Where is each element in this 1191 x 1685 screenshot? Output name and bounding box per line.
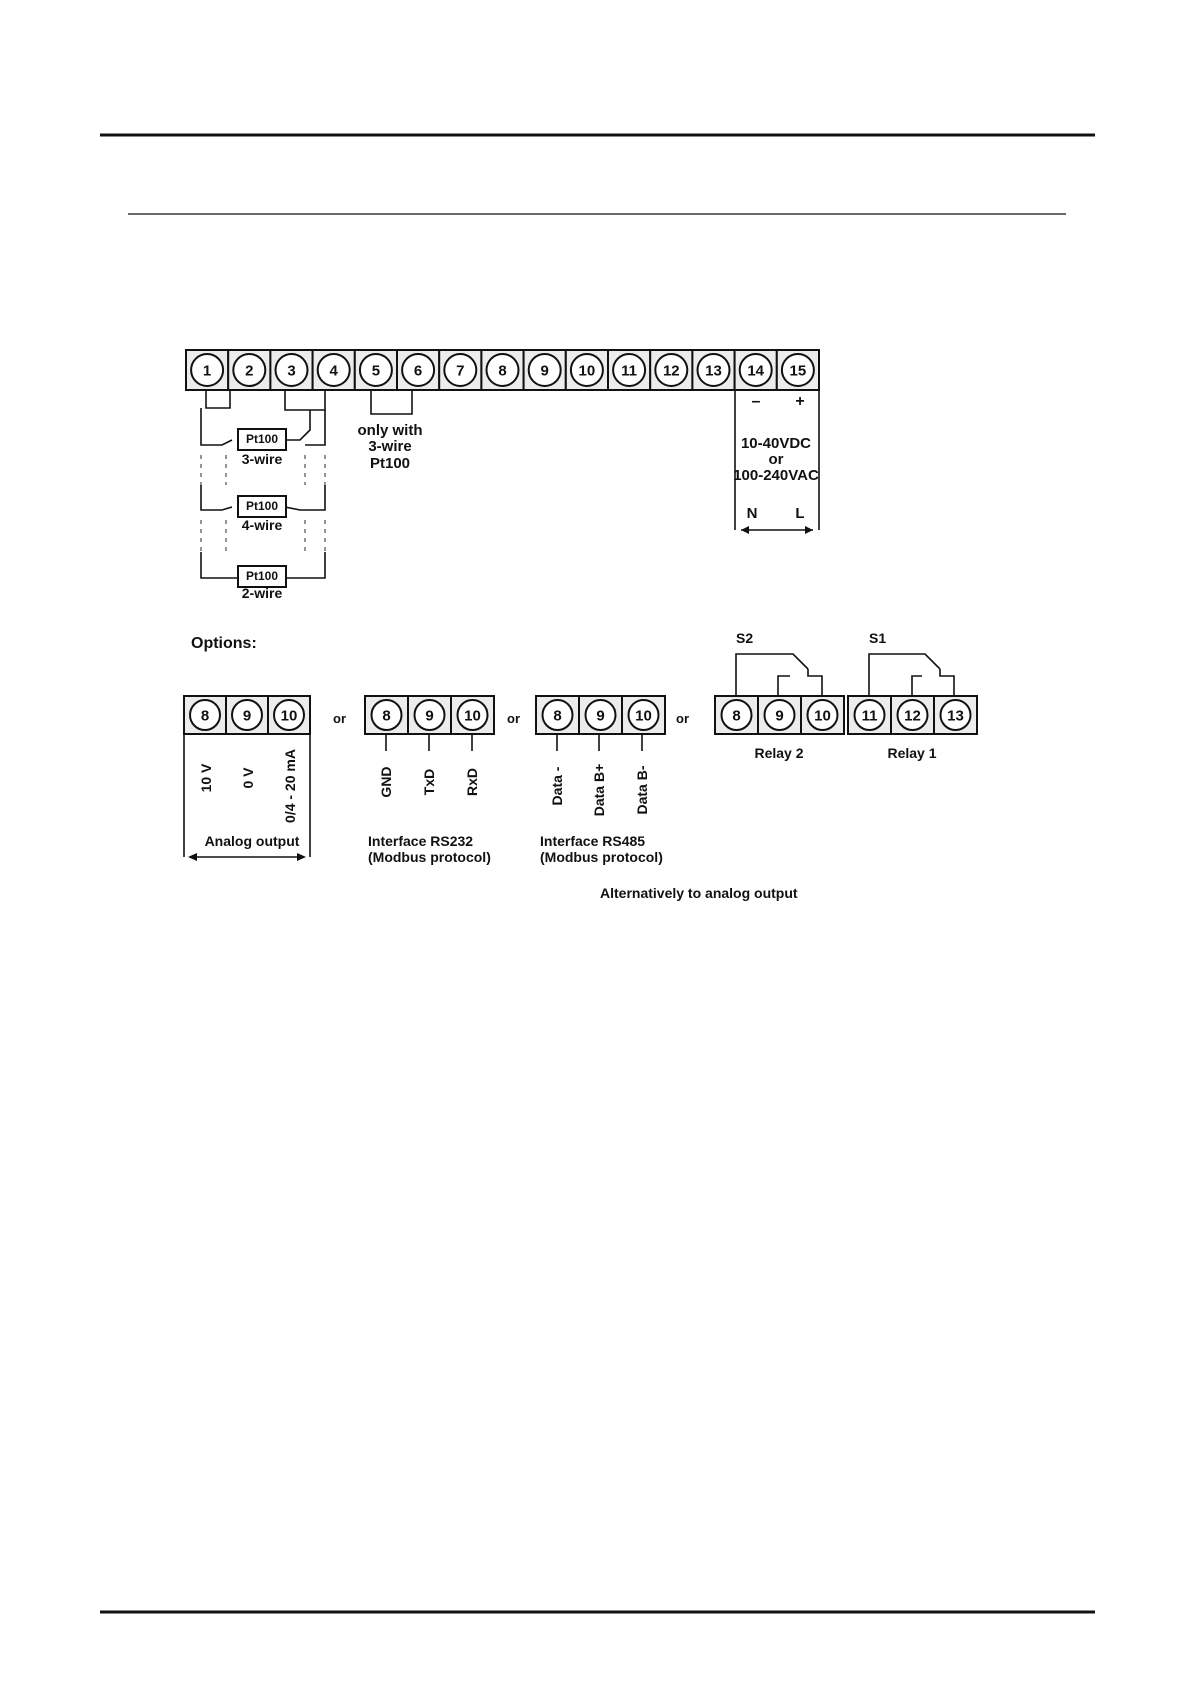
terminal-number: 7	[456, 362, 465, 380]
rs232-signal-1: GND	[378, 766, 394, 798]
power-line-2: or	[768, 451, 784, 468]
rs485-terminal-number: 10	[635, 707, 652, 725]
analog-signal-2: 0 V	[240, 767, 256, 789]
or-separator-2: or	[507, 711, 520, 726]
power-line-3: 100-240VAC	[733, 467, 819, 484]
pt100-resistor-4wire	[238, 496, 286, 533]
relay1-terminal-strip	[848, 696, 977, 734]
analog-caption: Analog output	[204, 833, 300, 849]
pt100-label-4wire: Pt100	[245, 499, 279, 513]
relay1-switch-label: S1	[869, 630, 887, 646]
rs232-block	[368, 734, 491, 865]
rs232-signal-3: RxD	[464, 767, 480, 797]
rs232-terminal-strip	[365, 696, 494, 734]
rs232-terminal-number: 9	[425, 707, 434, 725]
terminal-number: 8	[498, 362, 507, 380]
analog-output-block	[184, 734, 310, 861]
terminal-number: 9	[540, 362, 549, 380]
analog-terminal-number: 9	[242, 707, 252, 725]
power-l: L	[795, 505, 805, 522]
svg-text:only with: only with	[357, 422, 423, 439]
rs485-caption-2: (Modbus protocol)	[540, 849, 663, 865]
rs485-terminal-number: 9	[596, 707, 605, 725]
terminal-number: 11	[621, 362, 638, 380]
rs485-signal-3: Data B-	[634, 765, 650, 815]
power-minus: –	[751, 393, 761, 410]
terminal-number: 10	[578, 362, 596, 380]
pt100-label-2wire: Pt100	[245, 569, 279, 583]
analog-signal-1: 10 V	[198, 763, 214, 793]
variant-2wire: 2-wire	[241, 585, 283, 601]
analog-terminal-number: 8	[200, 707, 210, 725]
pt100-label-3wire: Pt100	[245, 432, 279, 446]
three-wire-note	[358, 422, 423, 472]
rs232-caption-1: Interface RS232	[368, 833, 474, 849]
terminal-number: 6	[413, 362, 423, 380]
svg-text:Pt100: Pt100	[369, 455, 411, 472]
rs232-terminal-number: 10	[464, 707, 481, 725]
options-title: Options:	[191, 635, 257, 652]
power-n: N	[746, 505, 758, 522]
relay2-terminal-number: 10	[814, 707, 831, 725]
terminal-number: 3	[287, 362, 296, 380]
svg-text:3-wire: 3-wire	[368, 438, 412, 455]
analog-terminal-number: 10	[280, 707, 298, 725]
relay2-caption: Relay 2	[754, 745, 804, 761]
power-plus: +	[795, 393, 805, 410]
rs485-caption-1: Interface RS485	[540, 833, 646, 849]
variant-3wire: 3-wire	[241, 451, 283, 467]
relay2-terminal-strip	[715, 696, 844, 734]
terminal-number: 5	[371, 362, 381, 380]
sensor-wiring	[201, 390, 412, 578]
terminal-number: 12	[662, 362, 680, 380]
or-separator-1: or	[333, 711, 346, 726]
relay1-caption: Relay 1	[887, 745, 937, 761]
relay1-terminal-number: 12	[904, 707, 921, 725]
relay1-terminal-number: 11	[861, 707, 878, 725]
relay2-terminal-number: 9	[775, 707, 784, 725]
terminal-number: 1	[202, 362, 212, 380]
power-line-1: 10-40VDC	[740, 435, 812, 452]
variant-4wire: 4-wire	[241, 517, 283, 533]
analog-terminal-strip	[184, 696, 310, 734]
rs232-signal-2: TxD	[421, 768, 437, 796]
rs485-signal-1: Data -	[549, 766, 565, 806]
relay1-terminal-number: 13	[947, 707, 964, 725]
terminal-number: 14	[747, 362, 765, 380]
pt100-resistor-2wire	[238, 566, 286, 601]
alternative-note: Alternatively to analog output	[600, 885, 798, 901]
rs485-block	[540, 734, 663, 865]
rs485-terminal-number: 8	[553, 707, 562, 725]
terminal-number: 15	[789, 362, 807, 380]
terminal-number: 13	[705, 362, 722, 380]
rs232-terminal-number: 8	[382, 707, 391, 725]
or-separator-3: or	[676, 711, 689, 726]
pt100-resistor-3wire	[238, 429, 286, 467]
rs485-terminal-strip	[536, 696, 665, 734]
power-supply	[733, 390, 819, 534]
relay2-switch-label: S2	[736, 630, 754, 646]
rs232-caption-2: (Modbus protocol)	[368, 849, 491, 865]
terminal-number: 4	[329, 362, 338, 380]
analog-signal-3: 0/4 - 20 mA	[282, 749, 298, 823]
main-terminal-strip	[186, 350, 819, 390]
rs485-signal-2: Data B+	[591, 763, 607, 817]
relay2-terminal-number: 8	[732, 707, 741, 725]
terminal-number: 2	[245, 362, 254, 380]
